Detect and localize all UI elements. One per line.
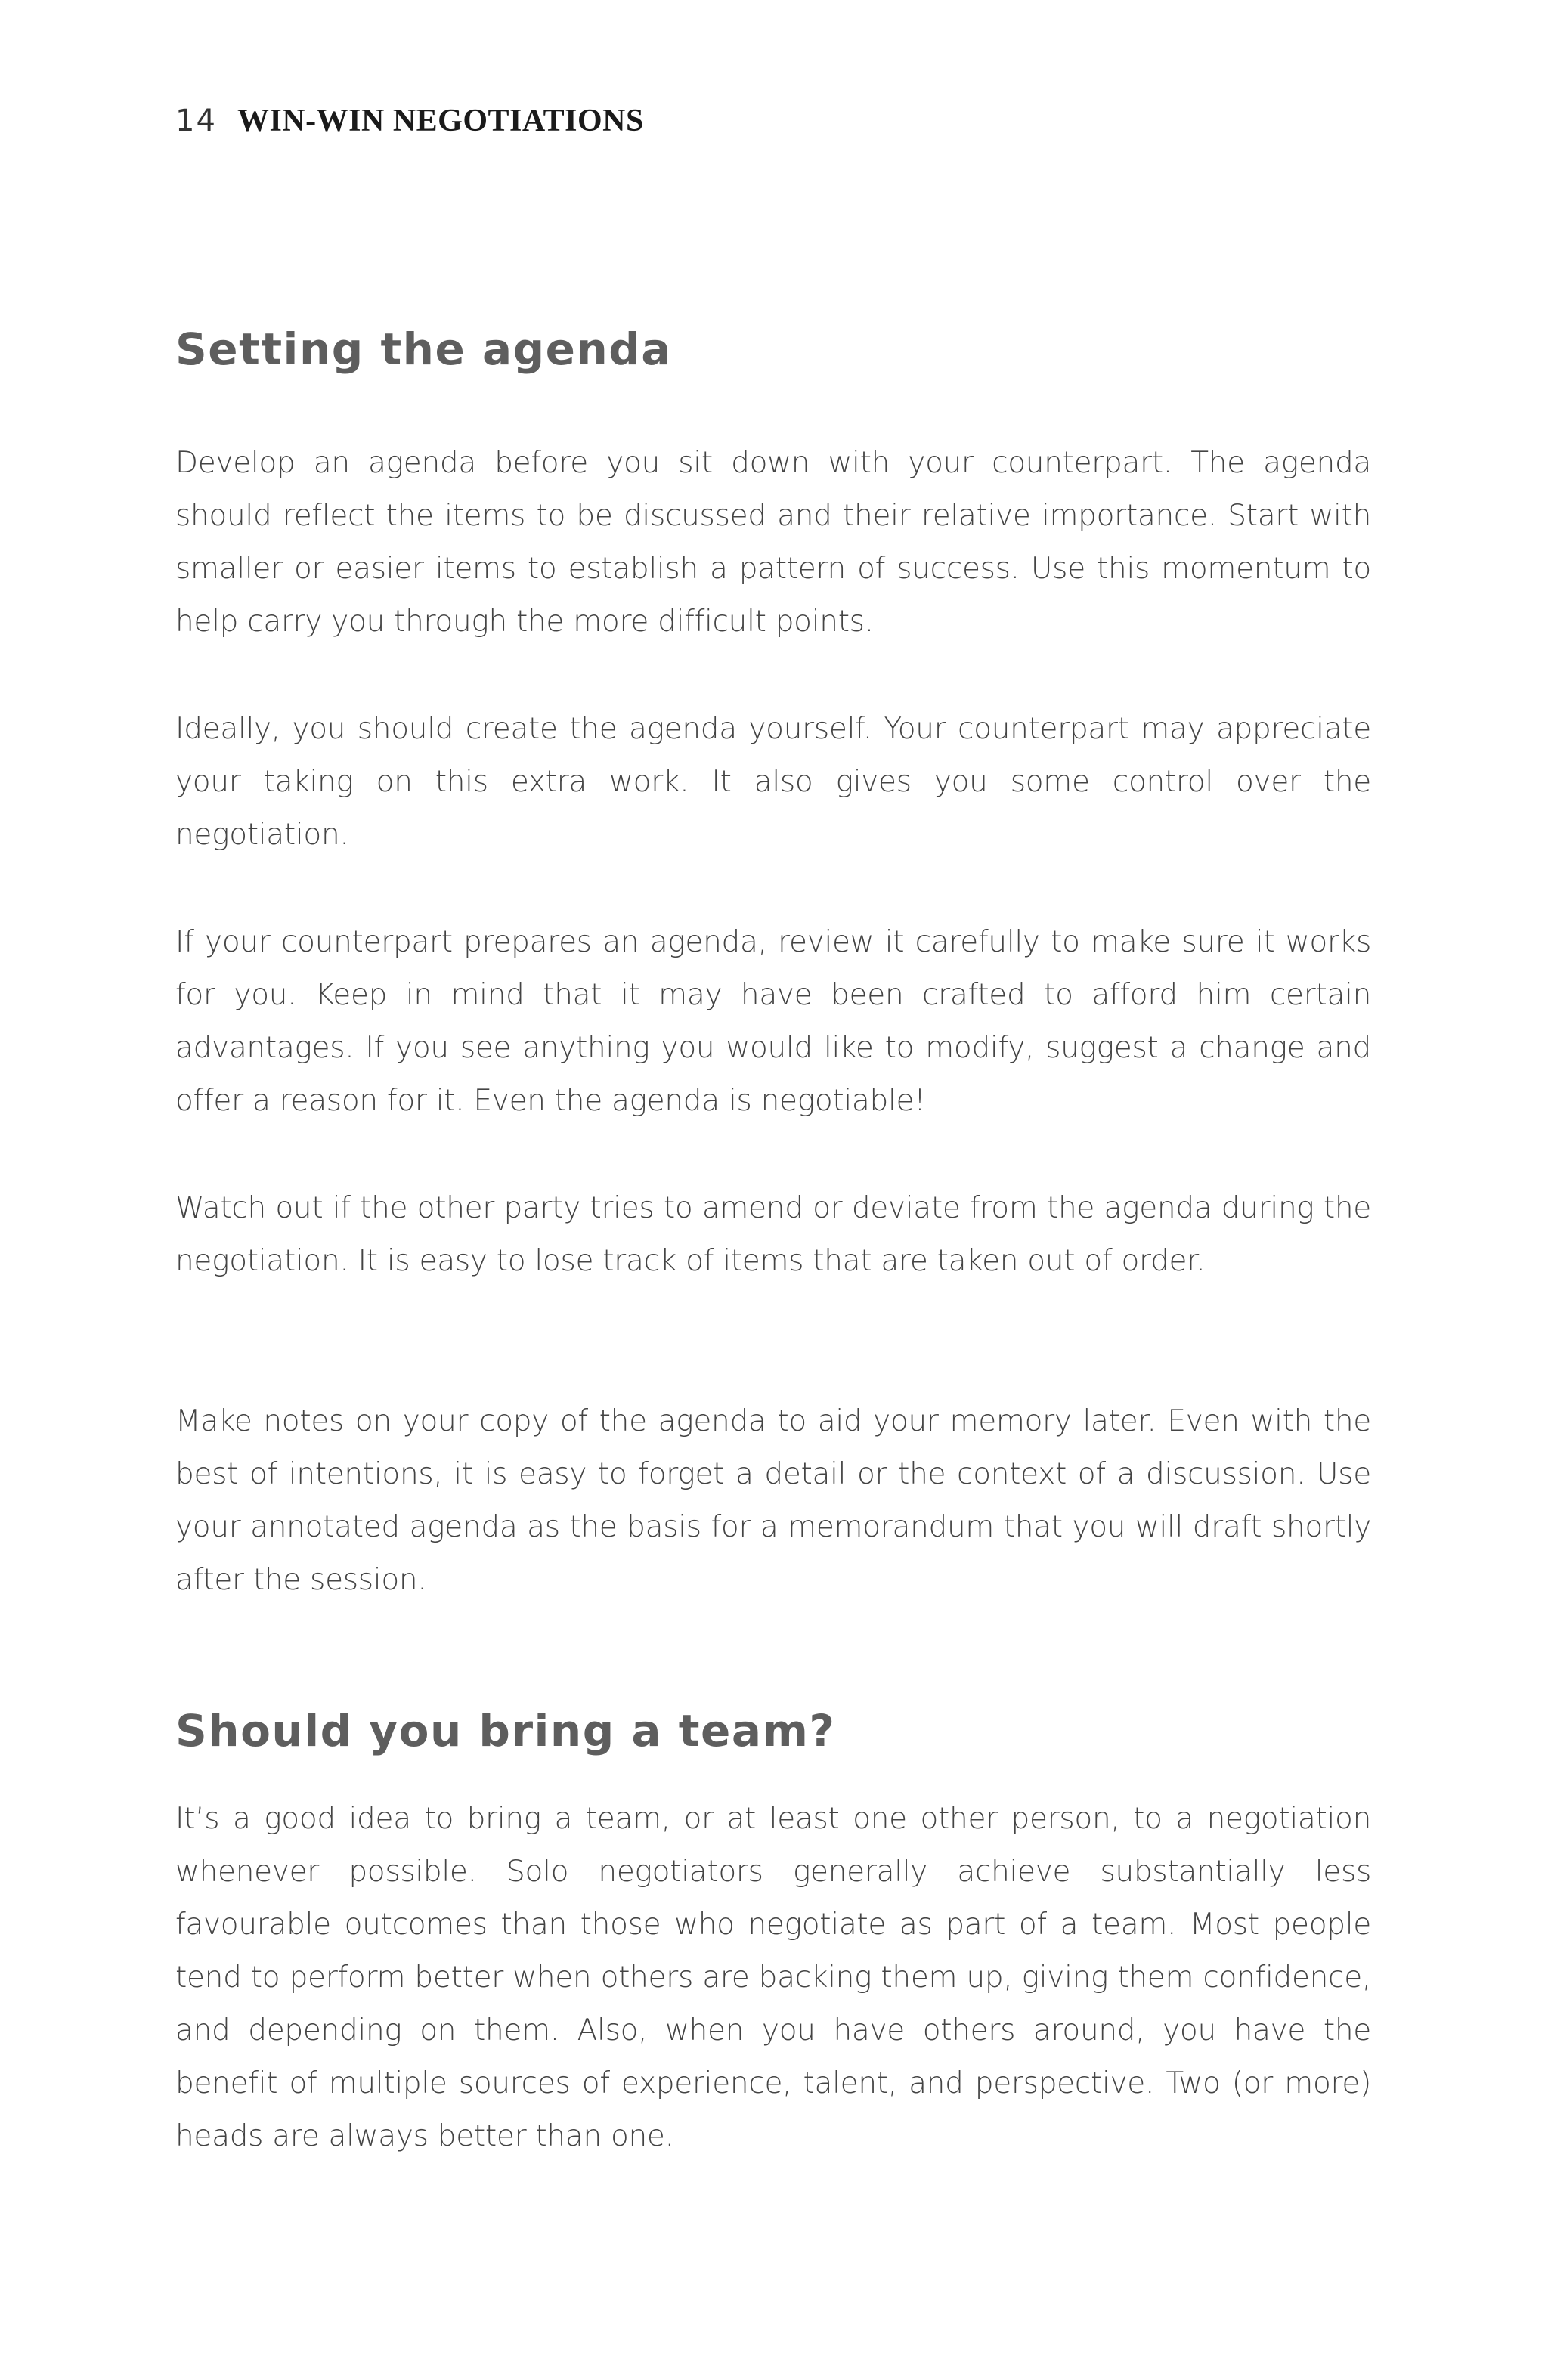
paragraph: Make notes on your copy of the agenda to aid your memory later. Even with the best of intentions, it is easy to forget a detail or the context of a discussion. Use your annotated agenda as the basis for a memorandum that you will draft shortly after the session. bbox=[175, 1404, 1371, 1597]
section-heading-should-you-bring-a-team: Should you bring a team? bbox=[175, 1705, 836, 1756]
running-title: WIN-WIN NEGOTIATIONS bbox=[237, 104, 644, 138]
running-head bbox=[175, 103, 644, 139]
paragraph: Watch out if the other party tries to amend or deviate from the agenda during the negotiation. It is easy to lose track of items that are taken out of order. bbox=[175, 1191, 1371, 1278]
paragraph: Ideally, you should create the agenda yourself. Your counterpart may appreciate your taking on this extra work. It also gives you some control over the negotiation. bbox=[175, 712, 1371, 852]
paragraph: It’s a good idea to bring a team, or at least one other person, to a negotiation whenever possible. Solo negotiators generally achieve substantially less favourable outcomes than those who negotiate as part of a team. Most people tend to perform better when others are backing them up, giving them confidence, and depending on them. Also, when you have others around, you have the benefit of multiple sources of experience, talent, and perspective. Two (or more) heads are always better than one. bbox=[175, 1802, 1371, 2153]
paragraph: If your counterpart prepares an agenda, review it carefully to make sure it works for you. Keep in mind that it may have been crafted to afford him certain advantages. If you see anything you would like to modify, suggest a change and offer a reason for it. Even the agenda is negotiable! bbox=[175, 925, 1371, 1118]
page-number: 14 bbox=[175, 104, 217, 138]
section-heading-setting-the-agenda: Setting the agenda bbox=[175, 323, 672, 375]
paragraph: Develop an agenda before you sit down with your counterpart. The agenda should reflect the items to be discussed and their relative importance. Start with smaller or easier items to establish a pattern of success. Use this momentum to help carry you through the more difficult points. bbox=[175, 446, 1371, 639]
